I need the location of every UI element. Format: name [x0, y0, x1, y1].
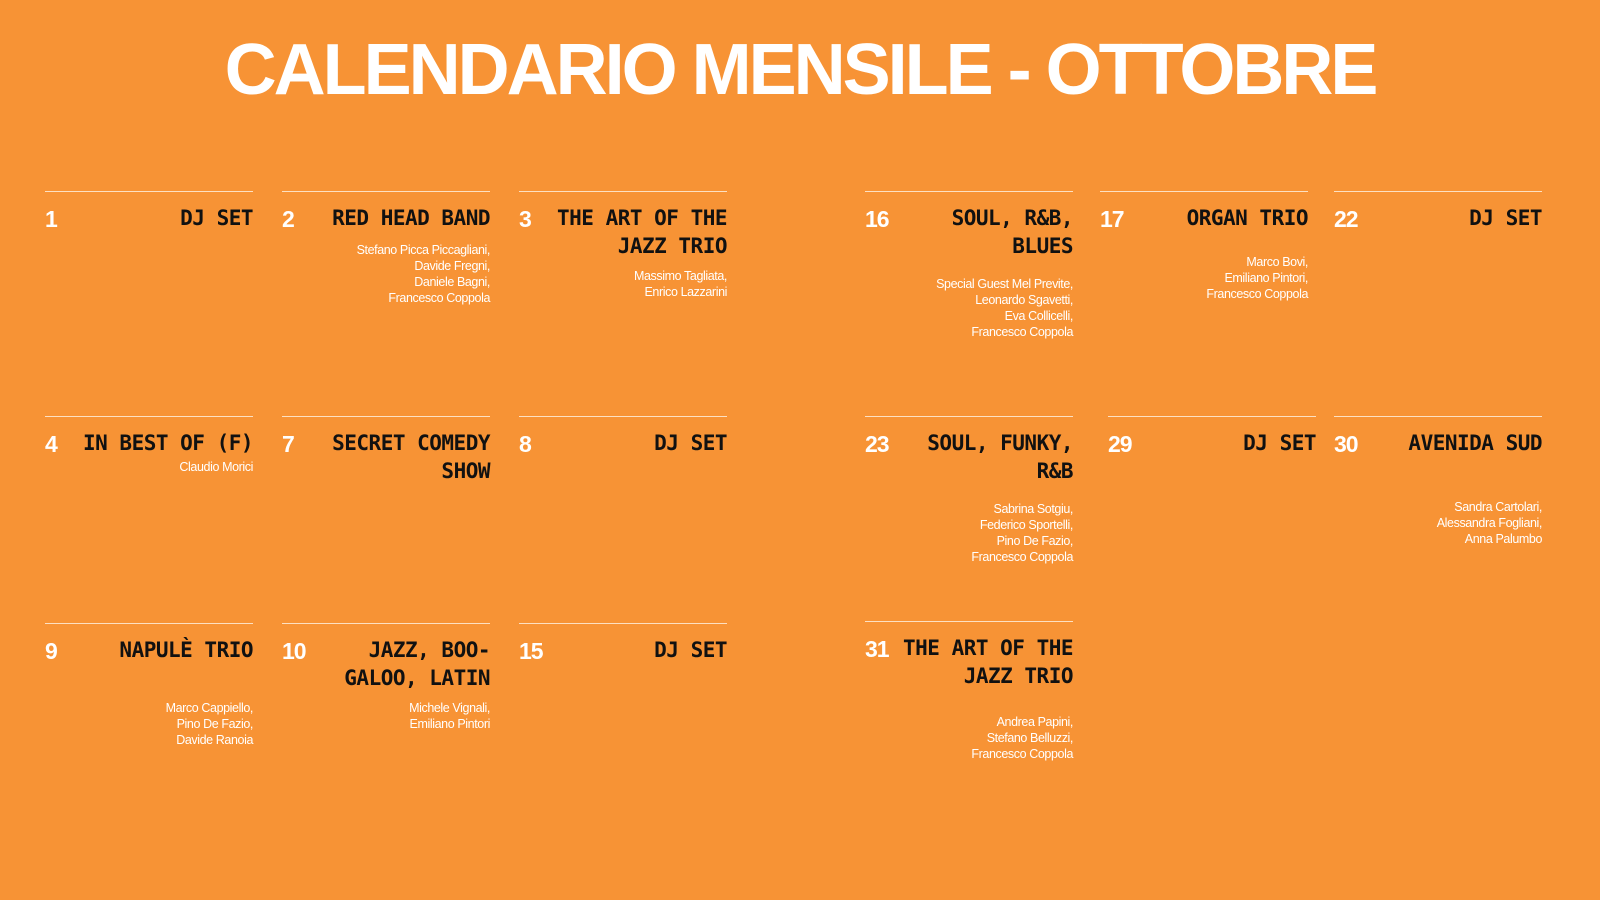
- event-title: THE ART OF THE JAZZ TRIO: [903, 636, 1074, 688]
- event-performers: Marco Cappiello, Pino De Fazio, Davide Ranoia: [165, 701, 253, 747]
- event-card-7: [282, 416, 490, 485]
- day-number: 31: [865, 636, 889, 662]
- day-number: 4: [45, 431, 57, 457]
- event-title: DJ SET: [654, 638, 727, 662]
- event-performers: Stefano Picca Piccagliani, Davide Fregni, Daniele Bagni, Francesco Coppola: [356, 243, 490, 305]
- event-card-10: [282, 623, 490, 732]
- event-title: ORGAN TRIO: [1186, 206, 1308, 230]
- event-performers: Sabrina Sotgiu, Federico Sportelli, Pino De Fazio, Francesco Coppola: [971, 502, 1073, 564]
- event-title: THE ART OF THE JAZZ TRIO: [557, 206, 728, 258]
- day-number: 16: [865, 206, 889, 232]
- event-performers: Marco Bovi, Emiliano Pintori, Francesco Coppola: [1206, 255, 1308, 301]
- day-number: 9: [45, 638, 57, 664]
- event-performers: Massimo Tagliata, Enrico Lazzarini: [633, 269, 727, 299]
- event-performers: Michele Vignali, Emiliano Pintori: [409, 701, 490, 731]
- day-number: 8: [519, 431, 531, 457]
- day-number: 7: [282, 431, 294, 457]
- event-title: DJ SET: [1243, 431, 1316, 455]
- event-performers: Special Guest Mel Previte, Leonardo Sgavetti, Eva Collicelli, Francesco Coppola: [936, 277, 1073, 339]
- event-title: RED HEAD BAND: [332, 206, 490, 230]
- event-title: JAZZ, BOO-GALOO, LATIN: [344, 638, 490, 690]
- event-title: DJ SET: [1469, 206, 1542, 230]
- page-title: CALENDARIO MENSILE - OTTOBRE: [224, 30, 1376, 110]
- event-title: NAPULÈ TRIO: [119, 638, 253, 662]
- day-number: 2: [282, 206, 294, 232]
- day-number: 30: [1334, 431, 1358, 457]
- day-number: 17: [1100, 206, 1124, 232]
- event-card-3: [519, 191, 727, 300]
- day-number: 1: [45, 206, 57, 232]
- event-card-16: [865, 191, 1073, 340]
- event-title: IN BEST OF (F): [83, 431, 254, 455]
- event-card-9: [45, 623, 253, 748]
- event-card-23: [865, 416, 1073, 565]
- event-card-17: [1100, 191, 1308, 302]
- day-number: 15: [519, 638, 543, 664]
- event-card-31: [865, 621, 1073, 762]
- event-title: DJ SET: [654, 431, 727, 455]
- event-performers: Andrea Papini, Stefano Belluzzi, Francesco Coppola: [971, 715, 1073, 761]
- event-title: DJ SET: [180, 206, 253, 230]
- event-performers: Claudio Morici: [179, 460, 253, 474]
- day-number: 3: [519, 206, 531, 232]
- day-number: 23: [865, 431, 889, 457]
- event-card-2: [282, 191, 490, 306]
- day-number: 22: [1334, 206, 1358, 232]
- event-card-1: [45, 191, 253, 234]
- event-card-29: [1108, 416, 1316, 459]
- day-number: 10: [282, 638, 306, 664]
- event-title: AVENIDA SUD: [1408, 431, 1542, 455]
- event-card-22: [1334, 191, 1542, 234]
- day-number: 29: [1108, 431, 1132, 457]
- event-card-8: [519, 416, 727, 459]
- event-card-15: [519, 623, 727, 666]
- event-performers: Sandra Cartolari, Alessandra Fogliani, Anna Palumbo: [1436, 500, 1542, 546]
- event-title: SOUL, R&B, BLUES: [951, 206, 1073, 258]
- event-card-30: [1334, 416, 1542, 547]
- event-title: SECRET COMEDY SHOW: [332, 431, 490, 483]
- event-card-4: [45, 416, 253, 475]
- event-title: SOUL, FUNKY, R&B: [927, 431, 1073, 483]
